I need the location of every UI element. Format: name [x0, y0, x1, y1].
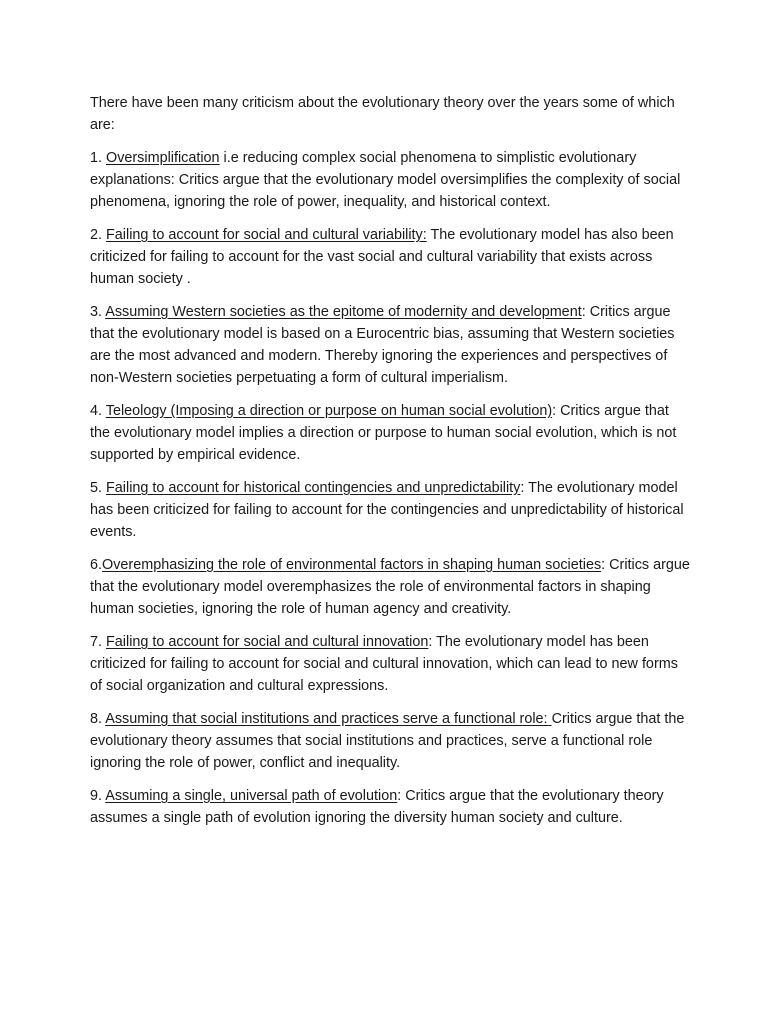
item-body: : Critics argue that the evolutionary model implies a direction or purpose to human social evolution, which is not supported by empirical evidence. — [90, 403, 677, 463]
item-body: : The evolutionary model has been criticized for failing to account for the contingencies and unpredictability of historical events. — [90, 480, 684, 540]
document-page — [90, 92, 690, 840]
item-number: 2. — [90, 227, 106, 243]
criticism-item-4 — [90, 400, 690, 466]
item-number: 4. — [90, 403, 106, 419]
item-number: 1. — [90, 150, 106, 166]
item-title: Failing to account for social and cultural variability: — [106, 227, 427, 243]
criticism-item-7 — [90, 631, 690, 697]
item-number: 7. — [90, 634, 106, 650]
item-body: : Critics argue that the evolutionary model overemphasizes the role of environmental factors in shaping human societies, ignoring the role of human agency and creativity. — [90, 557, 690, 617]
criticism-item-1 — [90, 147, 690, 213]
item-body: Critics argue that the evolutionary theory assumes that social institutions and practices, serve a functional role ignoring the role of power, conflict and inequality. — [90, 711, 685, 771]
criticism-item-5 — [90, 477, 690, 543]
criticism-item-8 — [90, 708, 690, 774]
item-number: 6. — [90, 557, 103, 573]
item-body: i.e reducing complex social phenomena to simplistic evolutionary explanations: Critics argue that the evolutionary model oversimplifies the complexity of social phenomena, ignoring the role of power, inequality, and historical context. — [90, 150, 681, 210]
item-title: Assuming Western societies as the epitome of modernity and development — [105, 304, 582, 320]
item-body: : The evolutionary model has been criticized for failing to account for social and cultural innovation, which can lead to new forms of social organization and cultural expressions. — [90, 634, 678, 694]
item-title: Oversimplification — [106, 150, 220, 166]
item-number: 8. — [90, 711, 106, 727]
intro-paragraph: There have been many criticism about the evolutionary theory over the years some of which are: — [90, 95, 675, 133]
criticism-item-9 — [90, 785, 690, 829]
item-body: : Critics argue that the evolutionary model is based on a Eurocentric bias, assuming that Western societies are the most advanced and modern. Thereby ignoring the experiences and perspectives of non-Western societies perpetuating a form of cultural imperialism. — [90, 304, 675, 386]
item-body: The evolutionary model has also been criticized for failing to account for the vast social and cultural variability that exists across human society . — [90, 227, 674, 287]
item-title: Assuming a single, universal path of evolution — [105, 788, 398, 804]
item-body: : Critics argue that the evolutionary theory assumes a single path of evolution ignoring the diversity human society and culture. — [90, 788, 664, 826]
item-title: Failing to account for social and cultural innovation — [106, 634, 429, 650]
item-title: Overemphasizing the role of environmental factors in shaping human societies — [102, 557, 602, 573]
item-number: 5. — [90, 480, 106, 496]
criticism-item-3 — [90, 301, 690, 389]
item-title: Assuming that social institutions and practices serve a functional role: — [105, 711, 552, 727]
item-title: Failing to account for historical contingencies and unpredictability — [106, 480, 521, 496]
item-number: 3. — [90, 304, 106, 320]
item-title: Teleology (Imposing a direction or purpose on human social evolution) — [105, 403, 553, 419]
criticism-item-2 — [90, 224, 690, 290]
item-number: 9. — [90, 788, 106, 804]
criticism-item-6 — [90, 554, 690, 620]
